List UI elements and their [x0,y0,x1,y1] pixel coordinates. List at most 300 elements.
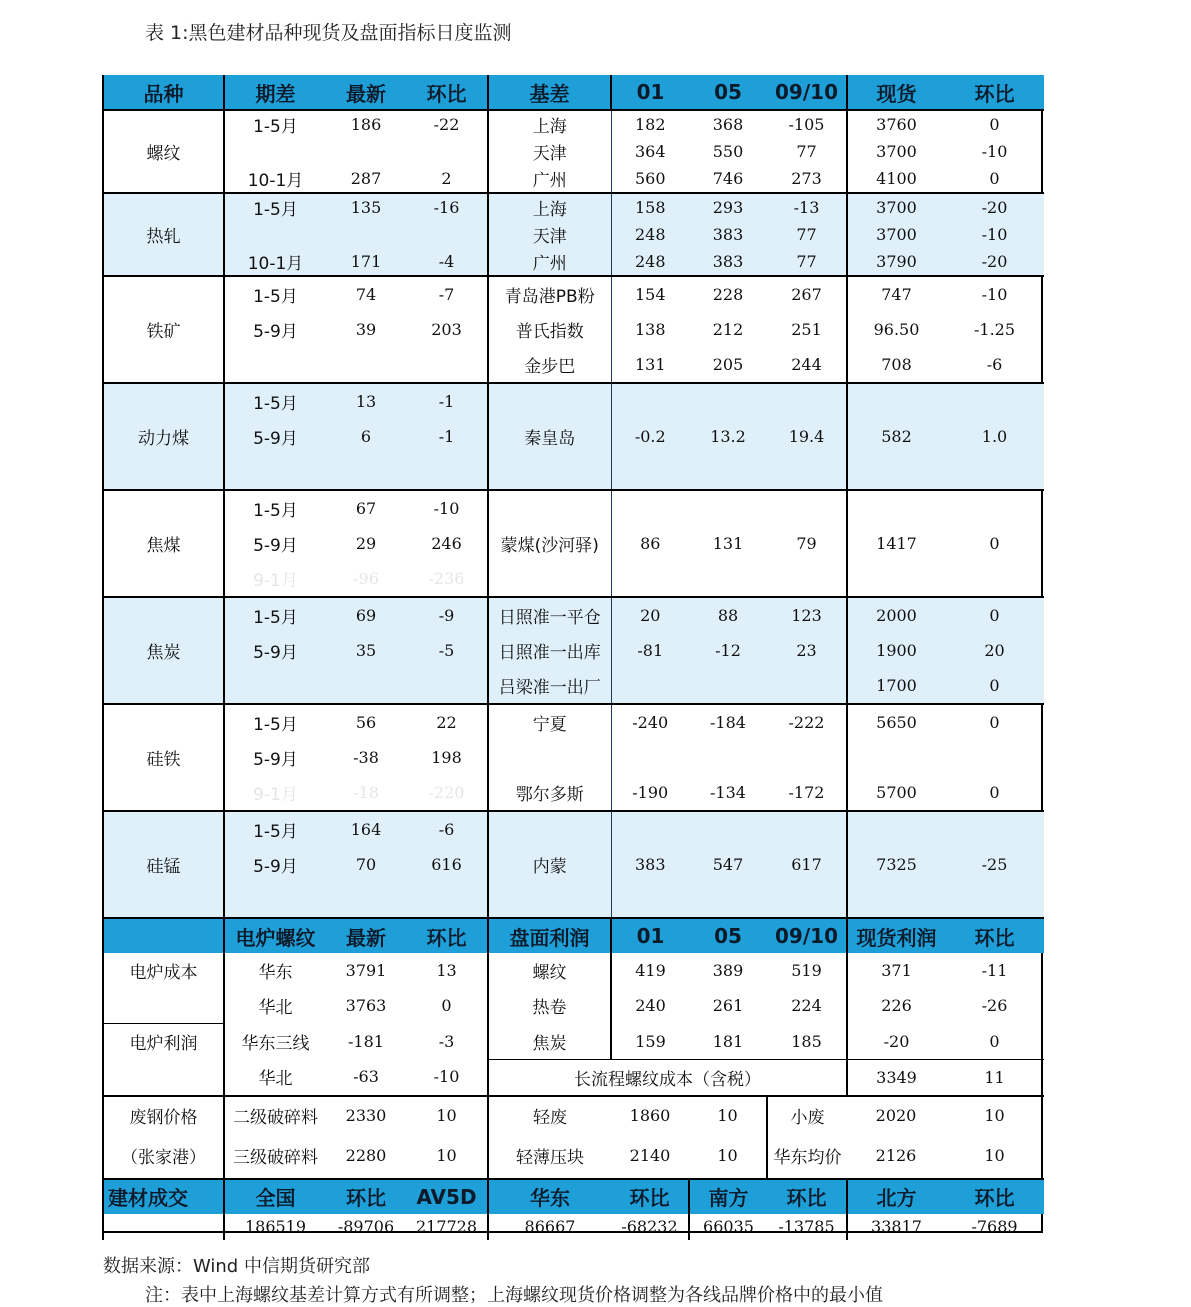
table-cell: 747 [847,276,945,312]
table-cell: -13 [767,193,847,221]
table-cell: 1-5月 [224,597,326,633]
table-cell: 铁矿 [103,312,224,347]
table-cell: 10 [717,1146,738,1165]
table-cell: 74 [326,276,406,312]
header-cell: AV5D [406,1179,488,1214]
table-cell: 1.0 [945,419,1044,454]
table-cell: 华东均价 [767,1134,847,1179]
table-cell: -81 [611,633,689,668]
table-cell [945,740,1044,775]
table-cell: 7325 [847,847,945,882]
table-cell [689,561,767,597]
table-cell: 217728 [415,1217,478,1236]
table-row [103,561,1044,597]
table-cell: 368 [689,110,767,138]
table-cell: 77 [767,248,847,276]
table-cell [103,276,224,312]
table-cell: -25 [945,847,1044,882]
header-cell: 建材成交 [103,1179,224,1214]
table-cell [689,668,767,704]
table-row [103,276,1044,312]
table-cell: 4100 [847,165,945,193]
table-cell: -181 [348,1031,384,1051]
table-cell [945,383,1044,419]
table-cell: 371 [847,953,945,988]
table-cell: 5700 [847,775,945,811]
table-row [103,138,1044,165]
table-cell: 3760 [847,110,945,138]
table-cell: 383 [611,847,689,882]
table-cell [103,1214,224,1240]
table-cell: 185 [791,1031,822,1051]
table-cell [406,138,488,165]
table-cell: 轻废 [488,1096,611,1134]
table-row [103,668,1044,704]
table-cell [488,882,611,918]
table-cell: 560 [611,165,689,193]
table-cell: 华北 [224,988,326,1024]
table-cell [488,811,611,847]
table-cell: 33817 [847,1214,945,1240]
table-cell: 5-9月 [224,419,326,454]
table-cell: 0 [945,597,1044,633]
table-cell [326,347,406,383]
table-cell: 5-9月 [224,633,326,668]
table-cell: 419 [611,953,689,988]
table-row [103,248,1044,276]
table-cell [689,383,767,419]
table-cell [767,882,847,918]
table-cell: -96 [353,569,379,588]
table-cell: 248 [611,248,689,276]
table-cell: 上海 [488,110,611,138]
table-cell: 212 [712,320,744,339]
table-cell: 焦炭 [103,633,224,668]
scrap-row [103,1134,1044,1179]
table-cell: 19.4 [767,419,847,454]
table-cell: 0 [989,783,1000,802]
table-cell [945,454,1044,490]
table-cell: -220 [428,783,465,802]
table-row [103,490,1044,526]
table-row [103,312,1044,347]
table-cell [103,165,224,193]
table-cell: -38 [353,748,379,767]
table-cell: -5 [406,633,488,668]
table-note: 注：表中上海螺纹基差计算方式有所调整；上海螺纹现货价格调整为各线品牌价格中的最小值 [145,1285,883,1306]
table-cell: 2280 [345,1146,387,1165]
table-cell: 2330 [326,1096,406,1134]
table-cell: 39 [355,320,377,339]
table-cell: 吕梁准一出厂 [488,668,611,704]
table-cell: 0 [989,169,1000,188]
table-cell: 二级破碎料 [224,1096,326,1134]
table-cell [103,775,224,811]
table-cell: 1-5月 [224,193,326,221]
table-cell: -6 [986,355,1003,374]
table-cell: -1.25 [973,320,1016,339]
table-cell: 5650 [847,704,945,740]
table-cell: 3790 [847,248,945,276]
table-cell: 708 [847,347,945,383]
table-cell: 3791 [345,961,387,980]
header-cell: 环比 [945,75,1044,110]
table-cell [406,221,488,248]
table-cell: -20 [945,248,1044,276]
table-cell [847,811,945,847]
table-cell: 2126 [875,1146,917,1165]
table-cell: -20 [945,193,1044,221]
table-cell: 35 [326,633,406,668]
table-cell: 267 [767,276,847,312]
table-cell [847,740,945,775]
data-source: 数据来源：Wind 中信期货研究部 [103,1256,370,1277]
table-cell: 金步巴 [488,347,611,383]
table-cell [406,882,488,918]
table-cell: -3 [438,1031,455,1051]
table-cell: 13.2 [689,419,767,454]
table-cell [224,138,326,165]
table-cell: 内蒙 [488,847,611,882]
table-cell: 69 [326,597,406,633]
table-cell: 电炉成本 [103,953,224,988]
table-cell: 616 [406,847,488,882]
table-cell: -68232 [621,1217,678,1236]
table-cell: 鄂尔多斯 [488,775,611,811]
table-cell: 6 [326,419,406,454]
table-cell: 246 [431,534,462,553]
table-cell: 2 [441,169,452,188]
table-cell [767,740,847,775]
table-cell: 10-1月 [224,248,326,276]
table-cell: 日照准一出库 [488,633,611,668]
profit-row [103,988,1044,1024]
header-cell: 环比 [611,1179,689,1214]
table-cell [689,454,767,490]
table-cell: 小废 [767,1096,847,1134]
table-cell: 1-5月 [224,704,326,740]
table-cell: 746 [712,169,744,188]
table-cell: 519 [791,961,822,980]
table-cell: 205 [712,355,744,374]
table-cell: 3700 [847,193,945,221]
table-cell: 287 [350,169,382,188]
table-cell: 动力煤 [103,419,224,454]
table-cell: 186519 [224,1214,326,1240]
table-cell [945,882,1044,918]
table-cell: -10 [981,142,1008,161]
table-cell: 228 [689,276,767,312]
table-cell: -13785 [778,1217,835,1236]
table-row [103,383,1044,419]
table-cell: 0 [945,668,1044,704]
header-cell: 现货利润 [847,918,945,953]
table-cell: 13 [326,383,406,419]
table-cell: 广州 [488,165,611,193]
table-cell [488,454,611,490]
table-cell [847,454,945,490]
header2-row [103,918,1044,953]
table-title: 表 1:黑色建材品种现货及盘面指标日度监测 [145,22,512,44]
table-cell [611,811,689,847]
table-row [103,847,1044,882]
table-cell [224,221,326,248]
scrap-row [103,1096,1044,1134]
table-row [103,811,1044,847]
table-cell: 10-1月 [224,165,326,193]
table-cell [326,454,406,490]
table-cell: 5-9月 [224,312,326,347]
table-cell: 9-1月 [224,561,326,597]
table-cell: -222 [767,704,847,740]
table-cell: 1860 [611,1096,689,1134]
table-cell: 2140 [629,1146,671,1165]
table-cell: -236 [428,569,465,588]
table-cell: -11 [981,961,1008,980]
table-cell: -63 [353,1067,379,1087]
header-cell: 全国 [224,1179,326,1214]
table-cell [611,383,689,419]
table-cell: 0 [989,1031,1000,1051]
table-cell: -89706 [337,1217,395,1236]
table-cell: 长流程螺纹成本（含税） [488,1059,847,1096]
table-cell [103,988,224,1024]
table-row [103,526,1044,561]
table-cell: -184 [689,704,767,740]
table-cell: -1 [406,419,488,454]
table-cell [847,882,945,918]
table-cell: 171 [326,248,406,276]
table-cell [103,193,224,221]
table-cell: 240 [611,988,689,1024]
header-cell: 环比 [945,918,1044,953]
table-cell: 5-9月 [224,847,326,882]
table-cell [224,347,326,383]
table-cell [103,811,224,847]
table-cell [689,811,767,847]
table-cell: 86667 [488,1214,611,1240]
table-cell: -240 [611,704,689,740]
header-cell: 盘面利润 [488,918,611,953]
table-cell: -7689 [971,1217,1018,1236]
table-cell: -10 [945,221,1044,248]
header-cell: 北方 [847,1179,945,1214]
header-cell: 01 [611,75,689,110]
table-cell [945,811,1044,847]
table-cell [103,597,224,633]
table-cell: 5-9月 [224,526,326,561]
table-cell: 2020 [847,1096,945,1134]
table-cell [945,561,1044,597]
table-cell [767,668,847,704]
header-cell: 华东 [488,1179,611,1214]
table-cell: 88 [689,597,767,633]
table-cell: 电炉利润 [103,1024,224,1060]
table-cell [103,668,224,704]
table-cell: -10 [406,490,488,526]
header-cell: 基差 [488,75,611,110]
table-cell [767,490,847,526]
table-cell: （张家港） [103,1134,224,1179]
table-cell: 1900 [847,633,945,668]
table-cell [488,383,611,419]
table-cell: 9-1月 [224,775,326,811]
table-cell: 热轧 [103,221,224,248]
table-cell: 383 [689,248,767,276]
profit-row [103,953,1044,988]
table-cell: 宁夏 [488,704,611,740]
table-cell: 181 [712,1031,744,1051]
table-cell: 159 [611,1024,689,1060]
table-cell: 蒙煤(沙河驿) [488,526,611,561]
table-cell [224,668,326,704]
table-cell: 硅铁 [103,740,224,775]
table-cell: 硅锰 [103,847,224,882]
table-cell: 轻薄压块 [488,1134,611,1179]
table-cell: 1-5月 [224,811,326,847]
table-cell: 5-9月 [224,740,326,775]
table-cell: 0 [989,534,1000,553]
table-cell [611,490,689,526]
table-cell: 华东三线 [224,1024,326,1060]
table-cell [103,1059,224,1096]
table-cell: 182 [611,110,689,138]
table-cell: 224 [791,996,822,1016]
header-cell: 05 [689,918,767,953]
table-cell: 3349 [847,1059,945,1096]
table-cell: -10 [945,276,1044,312]
table-cell: 螺纹 [488,953,611,988]
header-cell: 品种 [103,75,224,110]
table-cell [945,490,1044,526]
table-cell [103,704,224,740]
table-cell: 1-5月 [224,383,326,419]
table-row [103,882,1044,918]
table-cell: 70 [326,847,406,882]
table-cell: -20 [847,1024,945,1060]
header-cell: 05 [689,75,767,110]
header-cell: 南方 [689,1179,767,1214]
table-cell: 138 [611,312,689,347]
table-cell [103,454,224,490]
table-cell: 261 [712,996,744,1016]
header-cell: 环比 [767,1179,847,1214]
table-cell [488,740,611,775]
table-cell: 日照准一平仓 [488,597,611,633]
table-row [103,221,1044,248]
table-cell: 1-5月 [224,110,326,138]
profit-row [103,1024,1044,1060]
table-cell: -10 [433,1067,460,1087]
table-cell [611,882,689,918]
table-cell: -18 [353,783,379,802]
table-cell: 天津 [488,221,611,248]
header-cell: 期差 [224,75,326,110]
table-cell [103,383,224,419]
monitor-table [102,75,1044,1240]
table-row [103,419,1044,454]
table-cell [103,347,224,383]
table-cell: -9 [406,597,488,633]
header3-row [103,1179,1044,1214]
header-cell: 现货 [847,75,945,110]
table-cell: 203 [431,320,462,339]
table-cell [103,248,224,276]
table-cell [406,668,488,704]
header-cell: 09/10 [767,918,847,953]
table-row [103,597,1044,633]
table-cell: 1-5月 [224,276,326,312]
table-cell: 96.50 [847,312,945,347]
header-cell: 电炉螺纹 [224,918,326,953]
header-cell: 01 [611,918,689,953]
table-cell: 77 [767,221,847,248]
table-cell [326,138,406,165]
table-cell: 186 [326,110,406,138]
table-cell: -6 [406,811,488,847]
header-cell: 环比 [945,1179,1044,1214]
table-cell [689,490,767,526]
table-cell: 20 [945,633,1044,668]
table-cell: 79 [796,534,817,553]
table-cell: 550 [712,142,744,161]
table-cell [224,882,326,918]
table-cell: 上海 [488,193,611,221]
table-cell: 251 [791,320,822,339]
table-cell [847,561,945,597]
table-cell: 0 [945,704,1044,740]
table-cell: 364 [611,138,689,165]
table-cell: 天津 [488,138,611,165]
table-cell: -190 [611,775,689,811]
table-cell: 秦皇岛 [488,419,611,454]
table-cell: 3700 [847,138,945,165]
table-cell [847,490,945,526]
table-cell: 华东 [224,953,326,988]
table-cell: 三级破碎料 [224,1134,326,1179]
table-cell: 螺纹 [103,138,224,165]
table-cell [406,454,488,490]
table-cell [767,383,847,419]
table-cell: 10 [436,1146,457,1165]
table-cell: 焦炭 [488,1024,611,1060]
header-cell: 09/10 [767,75,847,110]
table-cell: 248 [611,221,689,248]
table-row [103,454,1044,490]
table-cell: 热卷 [488,988,611,1024]
table-cell: 华北 [224,1059,326,1096]
table-cell: 86 [611,526,689,561]
table-cell: 广州 [488,248,611,276]
table-row [103,347,1044,383]
header1-row [103,75,1044,110]
table-cell: 青岛港PB粉 [488,276,611,312]
table-cell: 1700 [847,668,945,704]
header-cell: 环比 [326,1179,406,1214]
header-cell: 最新 [326,75,406,110]
table-cell [488,561,611,597]
table-cell: -172 [788,783,825,802]
table-cell [103,882,224,918]
trade-row [103,1214,1044,1240]
table-cell: -105 [767,110,847,138]
table-row [103,704,1044,740]
table-cell: 13 [436,961,457,980]
table-cell: 383 [689,221,767,248]
table-cell: -16 [406,193,488,221]
table-cell: 3763 [345,996,387,1016]
table-cell: 3700 [847,221,945,248]
